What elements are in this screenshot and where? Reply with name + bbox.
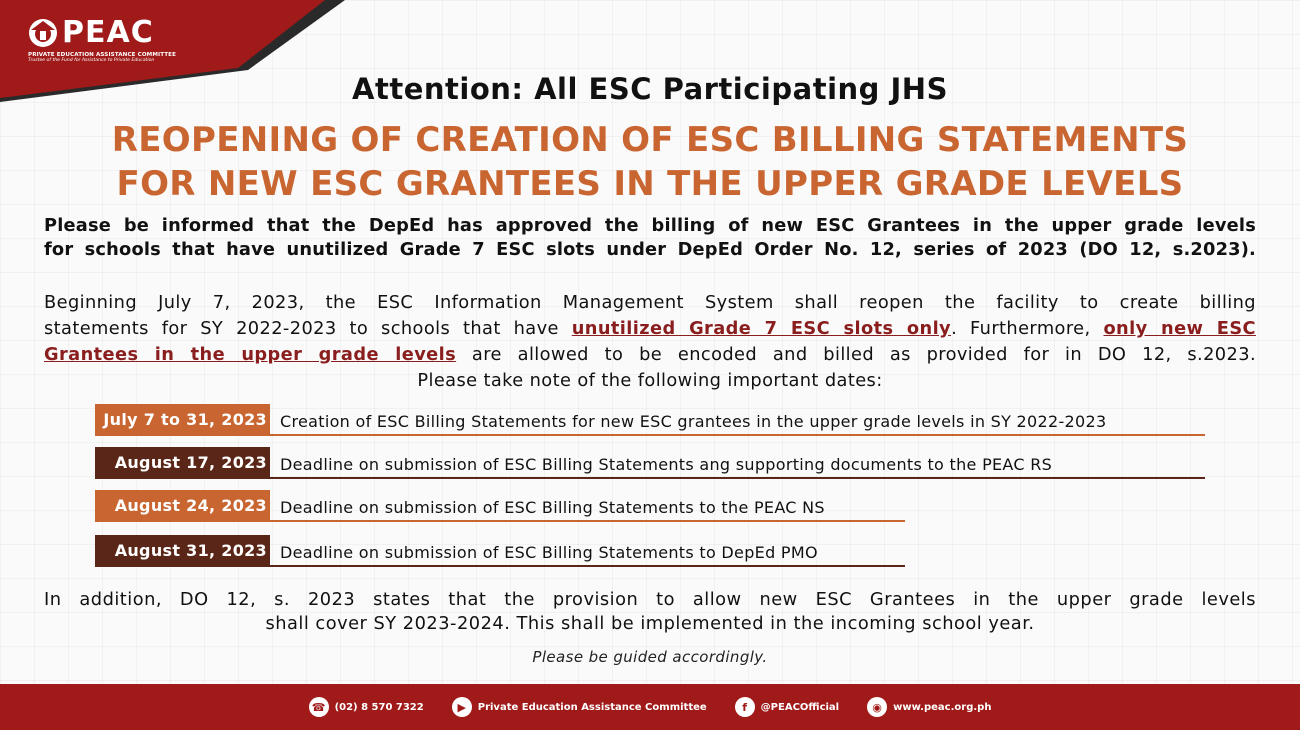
body-text: statements for SY 2022-2023 to schools that have bbox=[44, 318, 572, 339]
date-badge: August 24, 2023 bbox=[95, 490, 270, 520]
footer-website-text: www.peac.org.ph bbox=[893, 701, 992, 713]
footer-facebook-text: @PEACOfficial bbox=[760, 701, 840, 713]
date-badge: August 31, 2023 bbox=[95, 535, 270, 565]
peac-emblem-icon bbox=[28, 18, 58, 48]
closing-line-2: shall cover SY 2023-2024. This shall be implemented in the incoming school year. bbox=[265, 613, 1035, 634]
date-description: Deadline on submission of ESC Billing Statements ang supporting documents to the PEAC RS bbox=[280, 455, 1053, 474]
highlight-unutilized-slots: unutilized Grade 7 ESC slots only bbox=[571, 318, 952, 339]
body-line-1: Beginning July 7, 2023, the ESC Information Management System shall reopen the facility to create billing bbox=[44, 292, 1256, 313]
body-line-2 bbox=[44, 316, 1256, 342]
closing-line-1: In addition, DO 12, s. 2023 states that the provision to allow new ESC Grantees in the upper grade levels bbox=[44, 589, 1256, 610]
body-text: . Furthermore, bbox=[951, 318, 1104, 339]
highlight-upper-grade-levels: Grantees in the upper grade levels bbox=[44, 344, 457, 365]
date-badge: August 17, 2023 bbox=[95, 447, 270, 477]
intro-paragraph bbox=[44, 214, 1256, 262]
date-row bbox=[95, 447, 1205, 479]
headline-line-1: REOPENING OF CREATION OF ESC BILLING STATEMENTS bbox=[111, 120, 1189, 160]
date-description: Creation of ESC Billing Statements for new ESC grantees in the upper grade levels in SY 2022-2023 bbox=[280, 412, 1107, 431]
footer-website[interactable] bbox=[867, 697, 991, 717]
globe-icon: ◉ bbox=[867, 697, 887, 717]
headline-line-2: FOR NEW ESC GRANTEES IN THE UPPER GRADE LEVELS bbox=[116, 164, 1184, 204]
highlight-only-new-esc: only new ESC bbox=[1103, 318, 1257, 339]
closing-paragraph bbox=[44, 588, 1256, 636]
footer-phone[interactable] bbox=[309, 697, 424, 717]
footer-phone-text: (02) 8 570 7322 bbox=[334, 701, 424, 713]
logo-wordmark: PEAC bbox=[62, 15, 154, 50]
footer-youtube-text: Private Education Assistance Committee bbox=[477, 701, 707, 713]
footer-bar bbox=[0, 684, 1300, 730]
phone-icon: ☎ bbox=[309, 697, 329, 717]
body-paragraph bbox=[44, 290, 1256, 394]
youtube-icon: ▶ bbox=[452, 697, 472, 717]
headline bbox=[0, 118, 1300, 206]
attention-heading: Attention: All ESC Participating JHS bbox=[352, 72, 948, 106]
facebook-icon: f bbox=[735, 697, 755, 717]
date-description: Deadline on submission of ESC Billing Statements to DepEd PMO bbox=[280, 543, 818, 562]
footer-youtube[interactable] bbox=[452, 697, 707, 717]
date-row bbox=[95, 404, 1205, 436]
date-description: Deadline on submission of ESC Billing Statements to the PEAC NS bbox=[280, 498, 825, 517]
date-row bbox=[95, 535, 905, 567]
date-badge: July 7 to 31, 2023 bbox=[95, 404, 270, 434]
body-line-3 bbox=[44, 342, 1256, 368]
intro-line-2: for schools that have unutilized Grade 7 ESC slots under DepEd Order No. 12, series of 2023 (DO 12, s.2023). bbox=[44, 239, 1256, 260]
guided-note: Please be guided accordingly. bbox=[532, 648, 768, 666]
body-line-4: Please take note of the following important dates: bbox=[417, 370, 883, 391]
footer-facebook[interactable] bbox=[735, 697, 839, 717]
logo-tagline: Trustee of the Fund for Assistance to Private Education bbox=[28, 58, 155, 63]
date-row bbox=[95, 490, 905, 522]
peac-logo bbox=[28, 15, 178, 63]
intro-line-1: Please be informed that the DepEd has approved the billing of new ESC Grantees in the upper grade levels bbox=[44, 215, 1256, 236]
body-text: are allowed to be encoded and billed as provided for in DO 12, s.2023. bbox=[456, 344, 1256, 365]
logo-fullname: PRIVATE EDUCATION ASSISTANCE COMMITTEE bbox=[28, 52, 176, 58]
